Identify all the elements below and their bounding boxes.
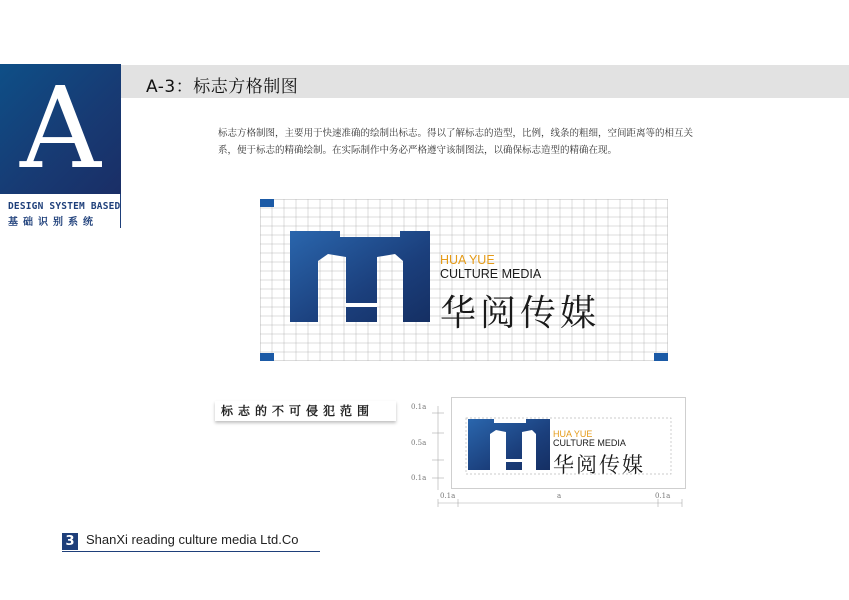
clear-zone-cn-name: 华阅传媒 — [553, 453, 645, 477]
dim-bottom-left: 0.1a — [440, 492, 456, 500]
logo-en-culture-media: CULTURE MEDIA — [440, 267, 542, 281]
page-title: A-3：标志方格制图 — [146, 77, 299, 97]
clear-zone-en-hua-yue: HUA YUE — [553, 429, 593, 439]
dim-top: 0.1a — [411, 403, 427, 411]
corner-marker — [260, 353, 274, 361]
section-letter: A — [20, 64, 101, 194]
inviolable-zone-label: 标志的不可侵犯范围 — [215, 401, 396, 421]
clear-zone-en-culture: CULTURE MEDIA — [553, 438, 626, 448]
section-letter-block — [0, 64, 121, 194]
corner-marker — [260, 199, 274, 207]
description-text: 标志方格制图，主要用于快速准确的绘制出标志。得以了解标志的造型，比例，线条的粗细，空间距离等的相互关系，便于标志的精确绘制。在实际制作中务必严格遵守该制图法，以确保标志造型的精确在现。 — [218, 128, 694, 156]
logo-cn-name: 华阅传媒 — [440, 293, 601, 334]
corner-marker — [654, 353, 668, 361]
dim-bottom-center: a — [557, 492, 562, 500]
design-system-label-cn: 基础识别系统 — [8, 217, 98, 228]
dimension-lines — [400, 395, 690, 515]
page-number: 3 — [62, 533, 78, 550]
footer-underline — [62, 551, 320, 552]
dim-bottom: 0.1a — [411, 474, 427, 482]
design-system-label: DESIGN SYSTEM BASED — [8, 201, 121, 212]
dim-middle: 0.5a — [411, 439, 427, 447]
logo-en-hua-yue: HUA YUE — [440, 253, 495, 267]
sidebar-divider — [120, 194, 121, 228]
company-name: ShanXi reading culture media Ltd.Co — [86, 532, 299, 547]
logo-mark — [290, 231, 430, 322]
dim-bottom-right: 0.1a — [655, 492, 671, 500]
